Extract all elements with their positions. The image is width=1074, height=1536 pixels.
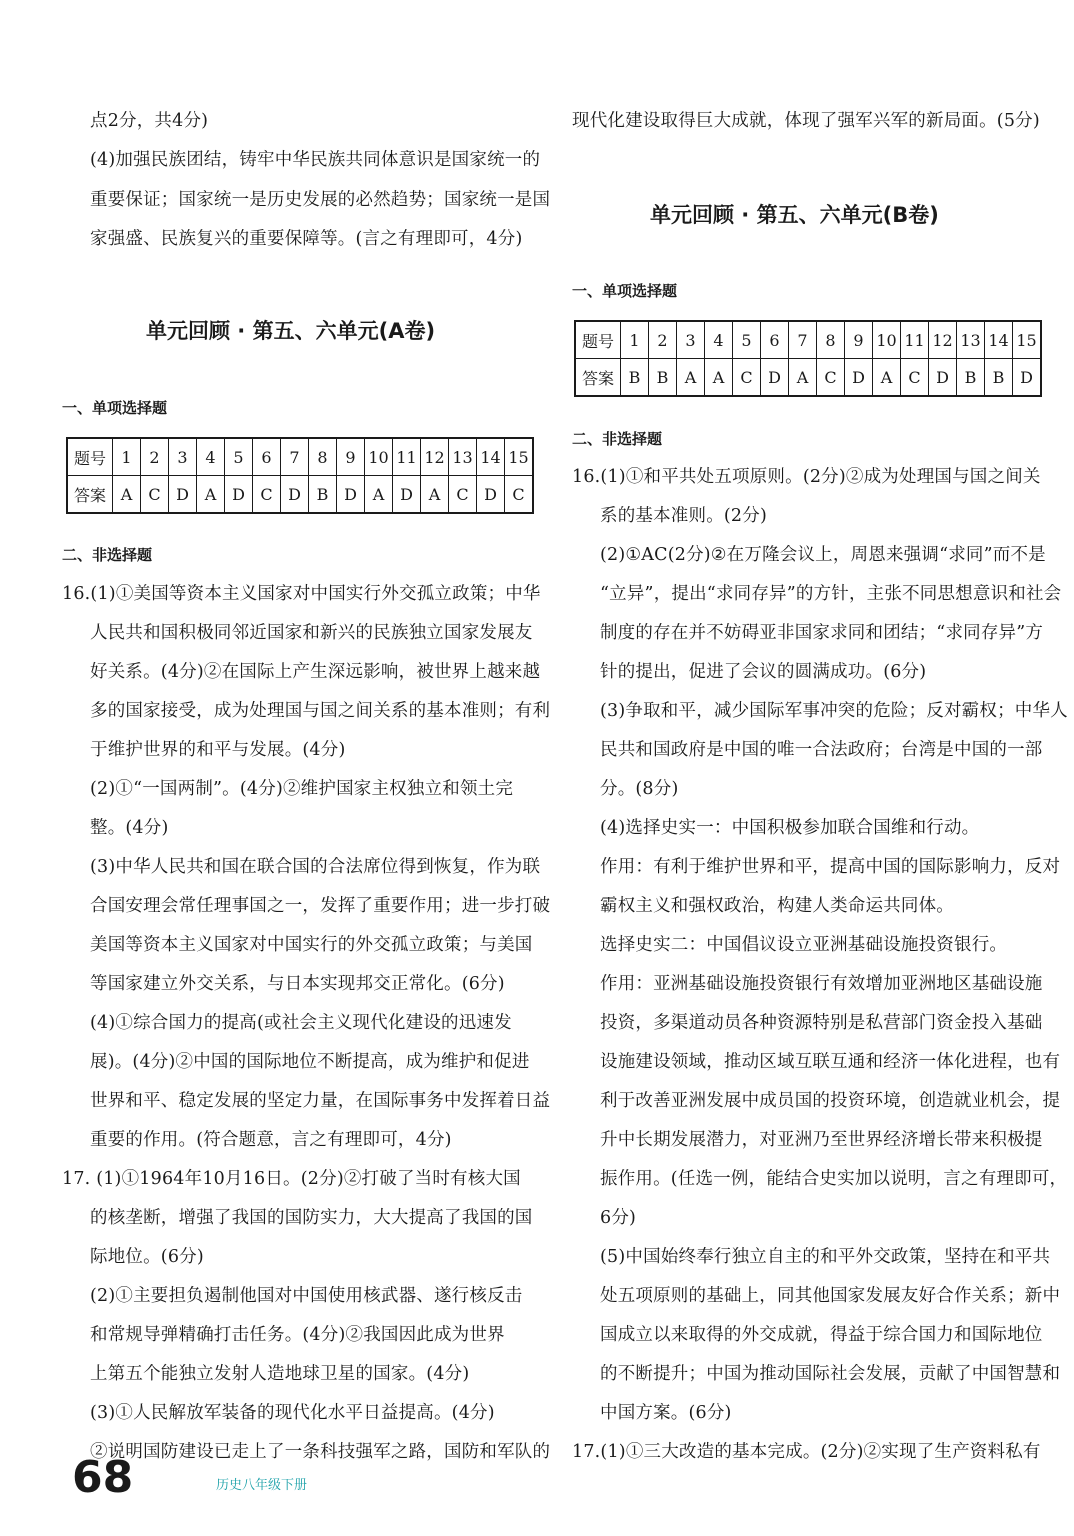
question-number: 12 xyxy=(929,321,957,359)
answer-cell: D xyxy=(393,476,421,514)
answer-cell: D xyxy=(281,476,309,514)
text-line: 重要保证；国家统一是历史发展的必然趋势；国家统一是国 xyxy=(90,190,551,210)
text-line: 16.(1)①美国等资本主义国家对中国实行外交孤立政策；中华 xyxy=(62,584,541,604)
table-row xyxy=(67,438,533,476)
text-line: 利于改善亚洲发展中成员国的投资环境，创造就业机会，提 xyxy=(600,1091,1061,1111)
answer-cell: B xyxy=(985,359,1013,397)
text-line: 点2分，共4分) xyxy=(90,111,209,131)
text-line: (4)选择史实一：中国积极参加联合国维和行动。 xyxy=(600,818,980,838)
section-title-a: 单元回顾 · 第五、六单元(A卷) xyxy=(146,319,436,343)
answer-cell: B xyxy=(649,359,677,397)
section-title-b: 单元回顾 · 第五、六单元(B卷) xyxy=(650,203,939,227)
non-choice-heading: 二、非选择题 xyxy=(62,546,153,564)
answer-cell: C xyxy=(901,359,929,397)
text-line: 选择史实二：中国倡议设立亚洲基础设施投资银行。 xyxy=(600,935,1008,955)
text-line: 投资，多渠道动员各种资源特别是私营部门资金投入基础 xyxy=(600,1013,1043,1033)
text-line: 升中长期发展潜力，对亚洲乃至世界经济增长带来积极提 xyxy=(600,1130,1043,1150)
text-line: 作用：有利于维护世界和平，提高中国的国际影响力，反对 xyxy=(600,857,1061,877)
single-choice-heading: 一、单项选择题 xyxy=(572,282,678,300)
answer-cell: D xyxy=(477,476,505,514)
text-line: “立异”，提出“求同存异”的方针，主张不同思想意识和社会 xyxy=(600,584,1062,604)
answer-table-a xyxy=(66,437,534,514)
text-line: 系的基本准则。(2分) xyxy=(600,506,767,526)
question-number: 8 xyxy=(309,438,337,476)
question-number: 4 xyxy=(705,321,733,359)
text-line: ②说明国防建设已走上了一条科技强军之路，国防和军队的 xyxy=(90,1442,551,1462)
question-number: 2 xyxy=(649,321,677,359)
table-answer-label: 答案 xyxy=(67,476,113,514)
question-number: 7 xyxy=(281,438,309,476)
book-title: 历史八年级下册 xyxy=(216,1478,308,1493)
question-number: 15 xyxy=(1013,321,1042,359)
text-line: 家强盛、民族复兴的重要保障等。(言之有理即可，4分) xyxy=(90,229,523,249)
text-line: 17. (1)①1964年10月16日。(2分)②打破了当时有核大国 xyxy=(62,1169,521,1189)
non-choice-heading: 二、非选择题 xyxy=(572,430,663,448)
text-line: 霸权主义和强权政治，构建人类命运共同体。 xyxy=(600,896,954,916)
text-line: (2)①主要担负遏制他国对中国使用核武器、遂行核反击 xyxy=(90,1286,523,1306)
question-number: 10 xyxy=(365,438,393,476)
question-number: 14 xyxy=(477,438,505,476)
question-number: 12 xyxy=(421,438,449,476)
text-line: 等国家建立外交关系，与日本实现邦交正常化。(6分) xyxy=(90,974,505,994)
answer-cell: A xyxy=(677,359,705,397)
text-line: 中国方案。(6分) xyxy=(600,1403,732,1423)
text-line: 17.(1)①三大改造的基本完成。(2分)②实现了生产资料私有 xyxy=(572,1442,1041,1462)
text-line: 16.(1)①和平共处五项原则。(2分)②成为处理国与国之间关 xyxy=(572,467,1041,487)
question-number: 3 xyxy=(677,321,705,359)
answer-cell: A xyxy=(365,476,393,514)
answer-cell: C xyxy=(253,476,281,514)
text-line: (3)中华人民共和国在联合国的合法席位得到恢复，作为联 xyxy=(90,857,541,877)
answer-cell: A xyxy=(421,476,449,514)
text-line: 6分) xyxy=(600,1208,637,1228)
text-line: (4)加强民族团结，铸牢中华民族共同体意识是国家统一的 xyxy=(90,150,541,170)
question-number: 9 xyxy=(337,438,365,476)
question-number: 15 xyxy=(505,438,534,476)
answer-cell: A xyxy=(197,476,225,514)
answer-cell: D xyxy=(225,476,253,514)
text-line: (4)①综合国力的提高(或社会主义现代化建设的迅速发 xyxy=(90,1013,512,1033)
answer-cell: A xyxy=(705,359,733,397)
answer-cell: D xyxy=(1013,359,1042,397)
text-line: 上第五个能独立发射人造地球卫星的国家。(4分) xyxy=(90,1364,470,1384)
answer-cell: C xyxy=(141,476,169,514)
question-number: 8 xyxy=(817,321,845,359)
answer-cell: D xyxy=(929,359,957,397)
answer-cell: B xyxy=(309,476,337,514)
text-line: 和常规导弹精确打击任务。(4分)②我国因此成为世界 xyxy=(90,1325,505,1345)
question-number: 2 xyxy=(141,438,169,476)
text-line: 整。(4分) xyxy=(90,818,169,838)
question-number: 9 xyxy=(845,321,873,359)
text-line: 美国等资本主义国家对中国实行的外交孤立政策；与美国 xyxy=(90,935,533,955)
text-line: (2)①AC(2分)②在万隆会议上，周恩来强调“求同”而不是 xyxy=(600,545,1046,565)
text-line: (2)①“一国两制”。(4分)②维护国家主权独立和领土完 xyxy=(90,779,514,799)
answer-cell: D xyxy=(845,359,873,397)
text-line: 好关系。(4分)②在国际上产生深远影响，被世界上越来越 xyxy=(90,662,541,682)
page-number: 68 xyxy=(72,1452,134,1503)
text-line: (3)争取和平，减少国际军事冲突的危险；反对霸权；中华人 xyxy=(600,701,1068,721)
text-line: 际地位。(6分) xyxy=(90,1247,204,1267)
text-line: 制度的存在并不妨碍亚非国家求同和团结；“求同存异”方 xyxy=(600,623,1044,643)
table-row xyxy=(575,321,1041,359)
table-header-label: 题号 xyxy=(575,321,621,359)
text-line: 处五项原则的基础上，同其他国家发展友好合作关系；新中 xyxy=(600,1286,1061,1306)
text-line: 重要的作用。(符合题意，言之有理即可，4分) xyxy=(90,1130,452,1150)
answer-cell: A xyxy=(113,476,141,514)
question-number: 10 xyxy=(873,321,901,359)
question-number: 5 xyxy=(225,438,253,476)
text-line: 于维护世界的和平与发展。(4分) xyxy=(90,740,346,760)
text-line: 世界和平、稳定发展的坚定力量，在国际事务中发挥着日益 xyxy=(90,1091,551,1111)
text-line: (3)①人民解放军装备的现代化水平日益提高。(4分) xyxy=(90,1403,495,1423)
text-line: 作用：亚洲基础设施投资银行有效增加亚洲地区基础设施 xyxy=(600,974,1043,994)
answer-cell: C xyxy=(449,476,477,514)
answer-cell: C xyxy=(505,476,534,514)
text-line: 的不断提升；中国为推动国际社会发展，贡献了中国智慧和 xyxy=(600,1364,1061,1384)
question-number: 11 xyxy=(901,321,929,359)
text-line: 多的国家接受，成为处理国与国之间关系的基本准则；有利 xyxy=(90,701,551,721)
answer-cell: D xyxy=(169,476,197,514)
text-line: 人民共和国积极同邻近国家和新兴的民族独立国家发展友 xyxy=(90,623,533,643)
answer-cell: D xyxy=(337,476,365,514)
answer-cell: B xyxy=(957,359,985,397)
question-number: 11 xyxy=(393,438,421,476)
question-number: 1 xyxy=(113,438,141,476)
text-line: 分。(8分) xyxy=(600,779,679,799)
table-header-label: 题号 xyxy=(67,438,113,476)
question-number: 13 xyxy=(449,438,477,476)
question-number: 7 xyxy=(789,321,817,359)
text-line: 展)。(4分)②中国的国际地位不断提高，成为维护和促进 xyxy=(90,1052,530,1072)
question-number: 6 xyxy=(761,321,789,359)
table-row xyxy=(575,359,1041,397)
text-line: 现代化建设取得巨大成就，体现了强军兴军的新局面。(5分) xyxy=(572,111,1040,131)
text-line: 针的提出，促进了会议的圆满成功。(6分) xyxy=(600,662,927,682)
text-line: 国成立以来取得的外交成就，得益于综合国力和国际地位 xyxy=(600,1325,1043,1345)
single-choice-heading: 一、单项选择题 xyxy=(62,399,168,417)
answer-cell: C xyxy=(733,359,761,397)
question-number: 3 xyxy=(169,438,197,476)
question-number: 1 xyxy=(621,321,649,359)
text-line: (5)中国始终奉行独立自主的和平外交政策，坚持在和平共 xyxy=(600,1247,1051,1267)
answer-cell: D xyxy=(761,359,789,397)
text-line: 民共和国政府是中国的唯一合法政府；台湾是中国的一部 xyxy=(600,740,1043,760)
text-line: 振作用。(任选一例，能结合史实加以说明，言之有理即可， xyxy=(600,1169,1068,1189)
text-line: 合国安理会常任理事国之一，发挥了重要作用；进一步打破 xyxy=(90,896,551,916)
question-number: 13 xyxy=(957,321,985,359)
answer-cell: C xyxy=(817,359,845,397)
answer-cell: B xyxy=(621,359,649,397)
answer-table-b xyxy=(574,320,1042,397)
question-number: 5 xyxy=(733,321,761,359)
answer-cell: A xyxy=(789,359,817,397)
text-line: 设施建设领域，推动区域互联互通和经济一体化进程，也有 xyxy=(600,1052,1061,1072)
table-answer-label: 答案 xyxy=(575,359,621,397)
table-row xyxy=(67,476,533,514)
question-number: 4 xyxy=(197,438,225,476)
question-number: 14 xyxy=(985,321,1013,359)
text-line: 的核垄断，增强了我国的国防实力，大大提高了我国的国 xyxy=(90,1208,533,1228)
question-number: 6 xyxy=(253,438,281,476)
answer-cell: A xyxy=(873,359,901,397)
